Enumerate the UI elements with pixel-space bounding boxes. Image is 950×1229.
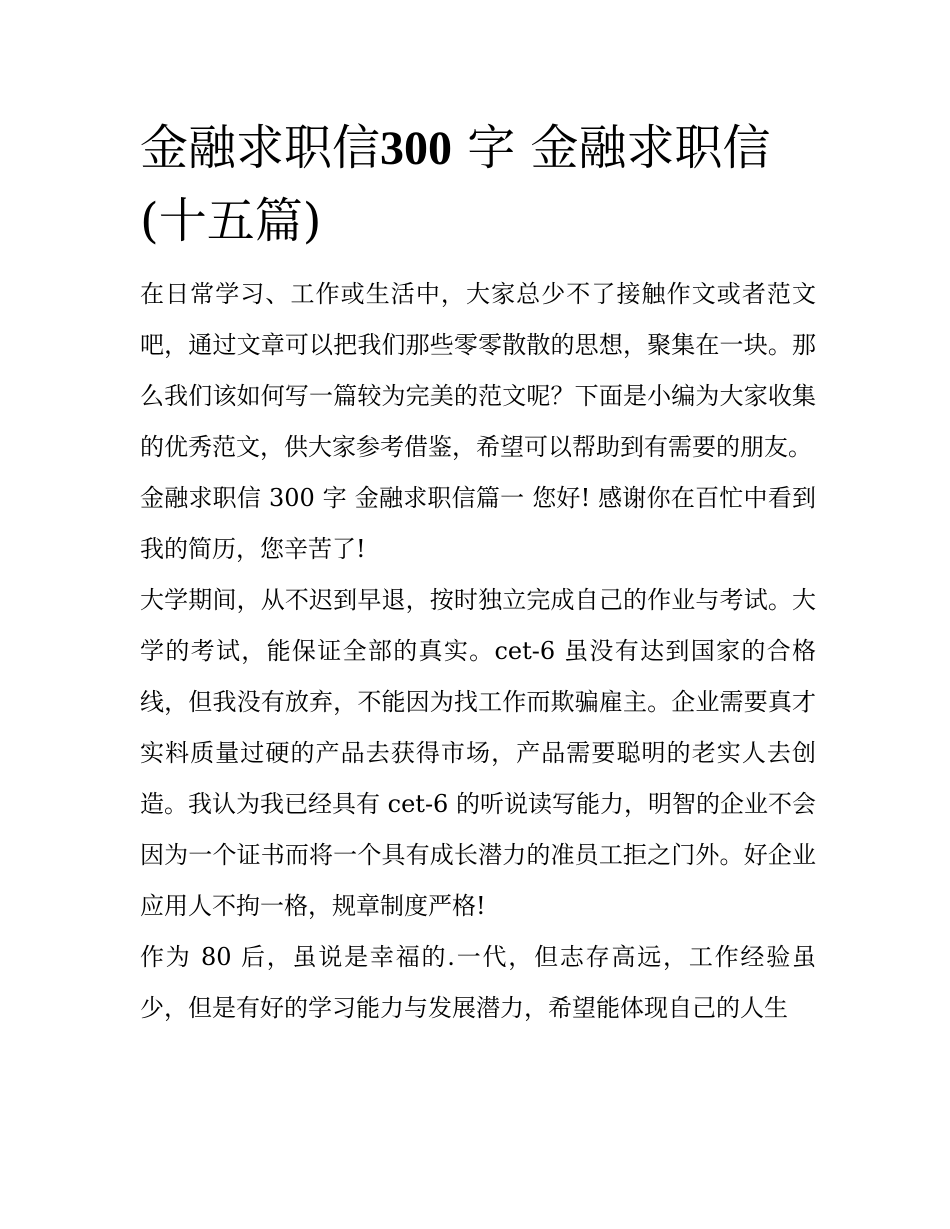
title-text-part1: 金融求职信 [140,120,381,176]
paragraph-intro: 在日常学习、工作或生活中，大家总少不了接触作文或者范文吧，通过文章可以把我们那些零零散散的思想，聚集在一块。那么我们该如何写一篇较为完美的范文呢？下面是小编为大家收集的优秀范文，供大家参考借鉴，希望可以帮助到有需要的朋友。 [140,280,816,461]
paragraph-greeting: 金融求职信 300 字 金融求职信篇一 您好! 感谢你在百忙中看到我的简历，您辛苦了! [140,484,816,563]
document-content [140,112,816,1034]
title-text-part2: 字 金融求职信(十五篇) [140,120,771,249]
paragraph-university: 大学期间，从不迟到早退，按时独立完成自己的作业与考试。大学的考试，能保证全部的真实。cet-6 虽没有达到国家的合格线，但我没有放弃，不能因为找工作而欺骗雇主。企业需要真才实料质量过硬的产品去获得市场，产品需要聪明的老实人去创造。我认为我已经具有 cet-6 的听说读写能力，明智的企业不会因为一个证书而将一个具有成长潜力的准员工拒之门外。好企业应用人不拘一格，规章制度严格! [140,586,816,920]
document-title [140,112,816,257]
title-number: 300 [380,122,453,175]
paragraph-ambition: 作为 80 后，虽说是幸福的.一代，但志存高远，工作经验虽少，但是有好的学习能力与发展潜力，希望能体现自己的人生 [140,943,816,1022]
